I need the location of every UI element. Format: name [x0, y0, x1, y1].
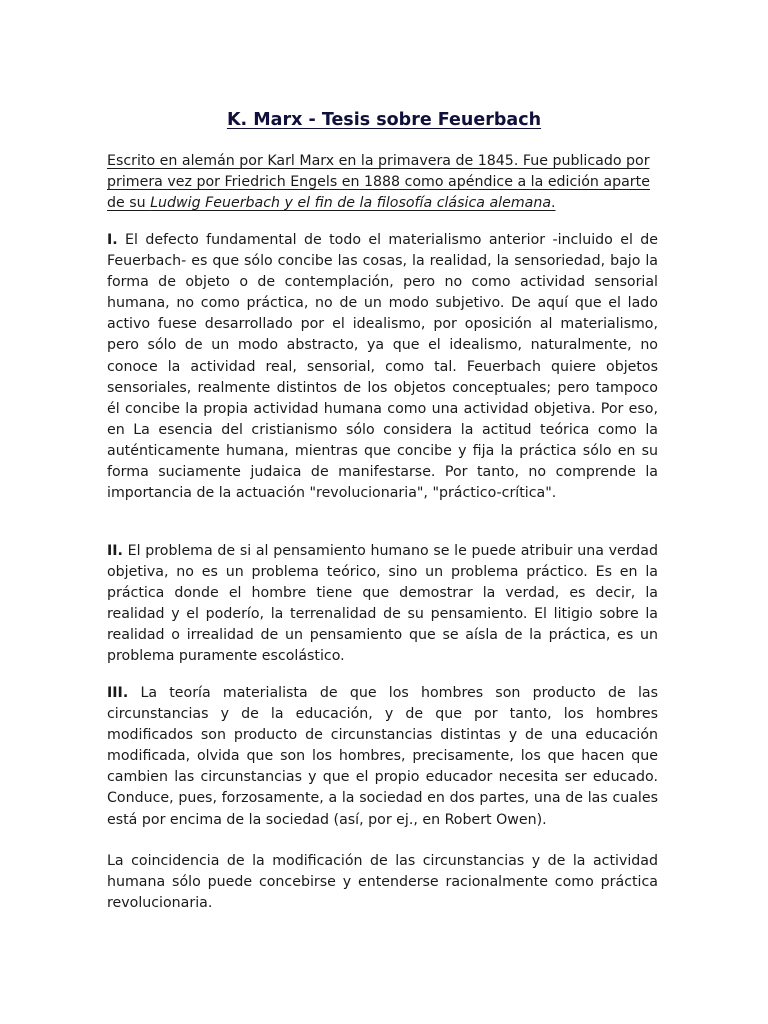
thesis-paragraph-3: [107, 683, 658, 831]
thesis-text-3-continuation: La coincidencia de la modificación de las circunstancias y de la actividad humana sólo puede concebirse y entenderse racionalmente como práctica revolucionaria.: [107, 853, 658, 912]
thesis-paragraph-1: [107, 230, 658, 504]
thesis-numeral-2: II.: [107, 543, 123, 559]
thesis-paragraph-3-continuation: [107, 851, 658, 914]
thesis-numeral-1: I.: [107, 232, 118, 248]
intro-text: Escrito en alemán por Karl Marx en la primavera de 1845. Fue publicado por primera vez por Friedrich Engels en 1888 como apéndice a la edición aparte de su: [107, 153, 650, 212]
thesis-text-1: El defecto fundamental de todo el materialismo anterior -incluido el de Feuerbach- es que sólo concibe las cosas, la realidad, la sensoriedad, bajo la forma de objeto o de contemplación, pero no como actividad sensorial humana, no como práctica, no de un modo subjetivo. De aquí que el lado activo fuese desarrollado por el idealismo, por oposición al materialismo, pero sólo de un modo abstracto, ya que el idealismo, naturalmente, no conoce la actividad real, sensorial, como tal. Feuerbach quiere objetos sensoriales, realmente distintos de los objetos conceptuales; pero tampoco él concibe la propia actividad humana como una actividad objetiva. Por eso, en La esencia del cristianismo sólo considera la actitud teórica como la auténticamente humana, mientras que concibe y fija la práctica sólo en su forma suciamente judaica de manifestarse. Por tanto, no comprende la importancia de la actuación "revolucionaria", "práctico-crítica".: [107, 232, 659, 502]
thesis-text-2: El problema de si al pensamiento humano se le puede atribuir una verdad objetiva, no es un problema teórico, sino un problema práctico. Es en la práctica donde el hombre tiene que demostrar la verdad, es decir, la realidad y el poderío, la terrenalidad de su pensamiento. El litigio sobre la realidad o irrealidad de un pensamiento que se aísla de la práctica, es un problema puramente escolástico.: [107, 543, 659, 665]
document-title: [0, 108, 768, 132]
intro-end: .: [551, 195, 556, 212]
thesis-paragraph-2: [107, 541, 658, 668]
intro-note: [107, 151, 667, 214]
thesis-numeral-3: III.: [107, 685, 129, 701]
intro-book-title: Ludwig Feuerbach y el fin de la filosofía clásica alemana: [150, 195, 552, 212]
document-title-text: K. Marx - Tesis sobre Feuerbach: [226, 110, 542, 130]
thesis-text-3: La teoría materialista de que los hombres son producto de las circunstancias y de la educación, y de que por tanto, los hombres modificados son producto de circunstancias distintas y de una educación modificada, olvida que son los hombres, precisamente, los que hacen que cambien las circunstancias y que el propio educador necesita ser educado. Conduce, pues, forzosamente, a la sociedad en dos partes, una de las cuales está por encima de la sociedad (así, por ej., en Robert Owen).: [107, 685, 658, 828]
